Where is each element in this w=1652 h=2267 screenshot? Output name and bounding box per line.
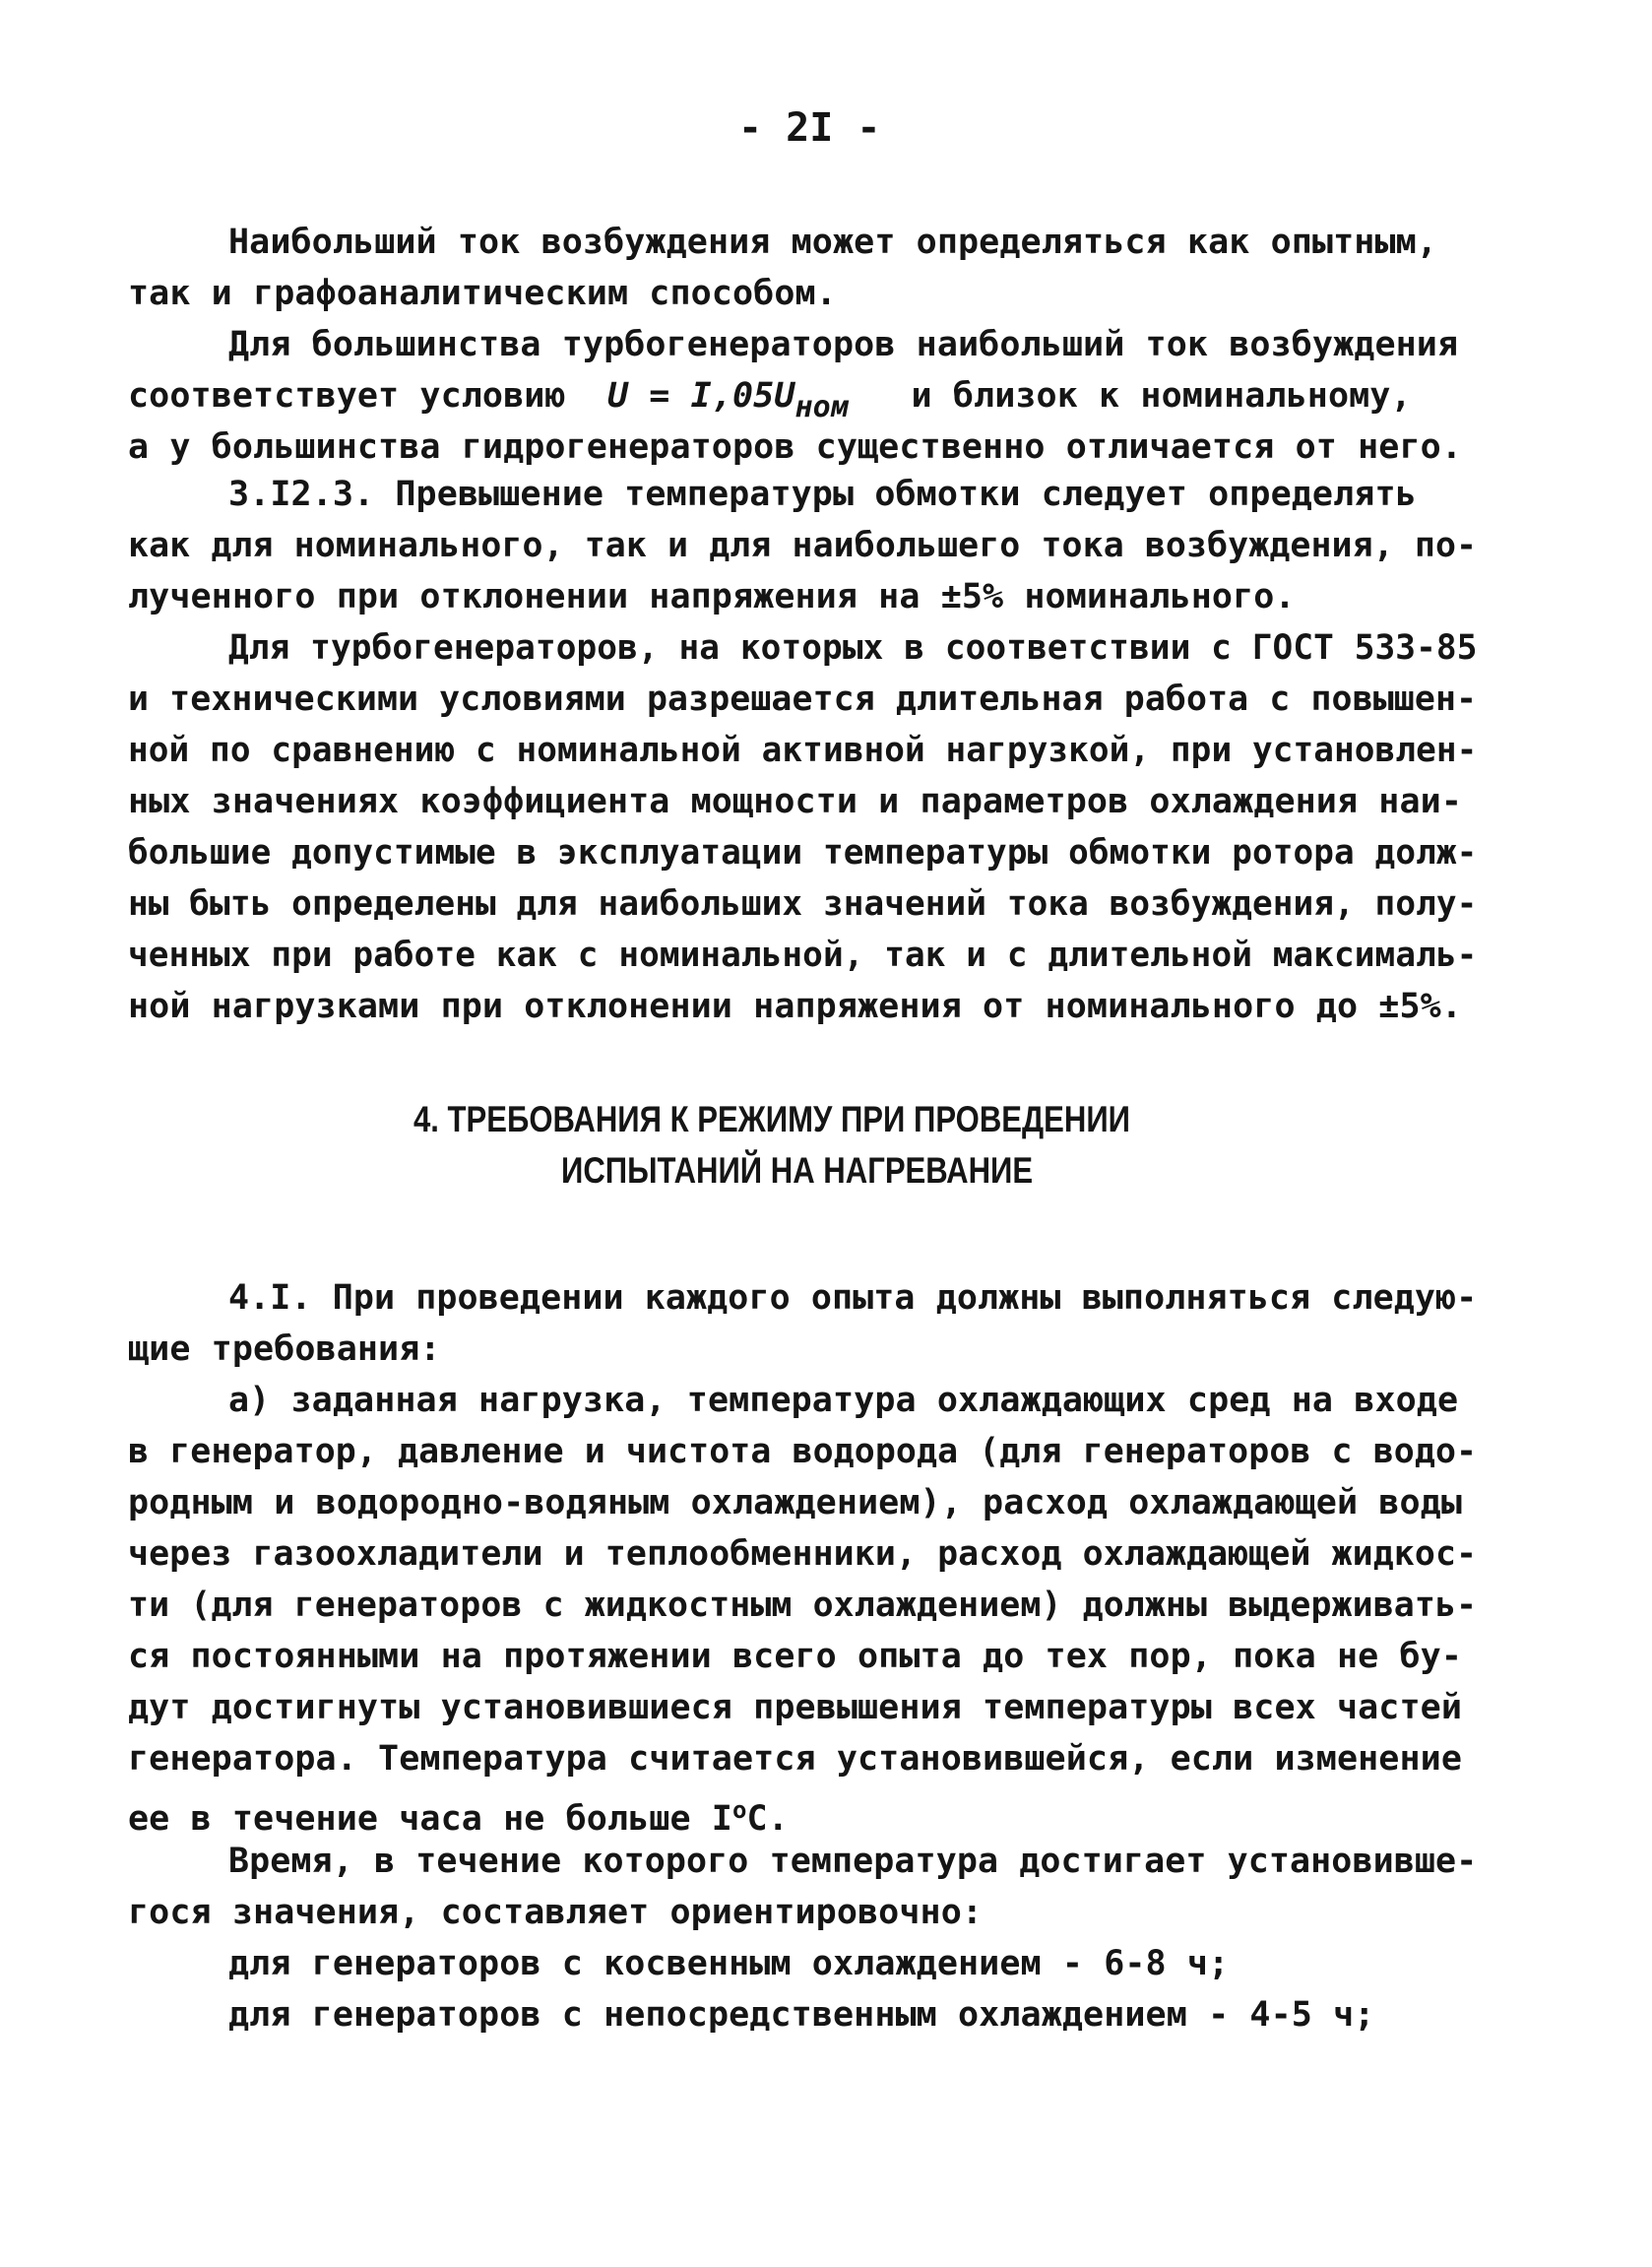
text-line: и техническими условиями разрешается длительная работа с повышен- [128, 680, 1478, 719]
text-line: генератора. Температура считается установившейся, если изменение [128, 1739, 1462, 1779]
text-line: щие требования: [128, 1329, 441, 1369]
text-line: дут достигнуты установившиеся превышения температуры всех частей [128, 1688, 1462, 1727]
text-line: родным и водородно-водяным охлаждением), расход охлаждающей воды [128, 1483, 1462, 1522]
section-heading-line-1: 4. ТРЕБОВАНИЯ К РЕЖИМУ ПРИ ПРОВЕДЕНИИ [413, 1099, 1131, 1139]
text-fragment: ее в течение часа не больше I [128, 1799, 732, 1839]
text-line: ны быть определены для наибольших значений тока возбуждения, полу- [128, 884, 1478, 924]
text-line: большие допустимые в эксплуатации температуры обмотки ротора долж- [128, 833, 1478, 873]
text-line: 4.I. При проведении каждого опыта должны выполняться следую- [228, 1278, 1478, 1318]
text-fragment: соответствует условию [128, 376, 566, 416]
text-line: для генераторов с косвенным охлаждением - 6-8 ч; [228, 1944, 1230, 1983]
text-line: Для турбогенераторов, на которых в соответствии с ГОСТ 533-85 [228, 628, 1478, 668]
text-line-with-formula [128, 372, 1412, 431]
text-line: в генератор, давление и чистота водорода (для генераторов с водо- [128, 1432, 1478, 1471]
text-line: через газоохладители и теплообменники, расход охлаждающей жидкос- [128, 1534, 1478, 1574]
text-line: ной по сравнению с номинальной активной нагрузкой, при установлен- [128, 731, 1478, 770]
text-line: ти (для генераторов с жидкостным охлаждением) должны выдерживать- [128, 1586, 1478, 1625]
text-line: как для номинального, так и для наибольшего тока возбуждения, по- [128, 526, 1478, 565]
text-fragment: С. [746, 1799, 789, 1839]
text-line: гося значения, составляет ориентировочно: [128, 1893, 984, 1932]
formula [606, 376, 849, 424]
section-heading-line-2: ИСПЫТАНИЙ НА НАГРЕВАНИЕ [561, 1150, 1034, 1191]
text-line: ных значениях коэффициента мощности и параметров охлаждения наи- [128, 782, 1462, 821]
formula-lhs: U = I,05 [606, 376, 775, 416]
page-number: - 2I - [738, 105, 881, 151]
formula-subscript: ном [794, 390, 849, 424]
text-line: а) заданная нагрузка, температура охлаждающих сред на входе [228, 1381, 1459, 1420]
text-line: Наибольший ток возбуждения может определяться как опытным, [228, 223, 1437, 262]
text-line: ной нагрузками при отклонении напряжения от номинального до ±5%. [128, 987, 1462, 1026]
text-line: 3.I2.3. Превышение температуры обмотки следует определять [228, 475, 1417, 514]
text-line: а у большинства гидрогенераторов существенно отличается от него. [128, 427, 1462, 467]
text-line: для генераторов с непосредственным охлаждением - 4-5 ч; [228, 1995, 1375, 2035]
text-line: Для большинства турбогенераторов наибольший ток возбуждения [228, 325, 1459, 364]
degree-superscript: о [731, 1796, 747, 1824]
text-line: Время, в течение которого температура достигает установивше- [228, 1842, 1478, 1881]
text-fragment: и близок к номинальному, [911, 376, 1412, 416]
text-line: так и графоаналитическим способом. [128, 274, 837, 313]
text-line: ченных при работе как с номинальной, так и с длительной максималь- [128, 936, 1478, 975]
text-line: лученного при отклонении напряжения на ±5% номинального. [128, 577, 1296, 616]
formula-var: U [774, 376, 795, 416]
text-line: ся постоянными на протяжении всего опыта до тех пор, пока не бу- [128, 1637, 1462, 1676]
text-line-with-superscript [128, 1786, 789, 1843]
